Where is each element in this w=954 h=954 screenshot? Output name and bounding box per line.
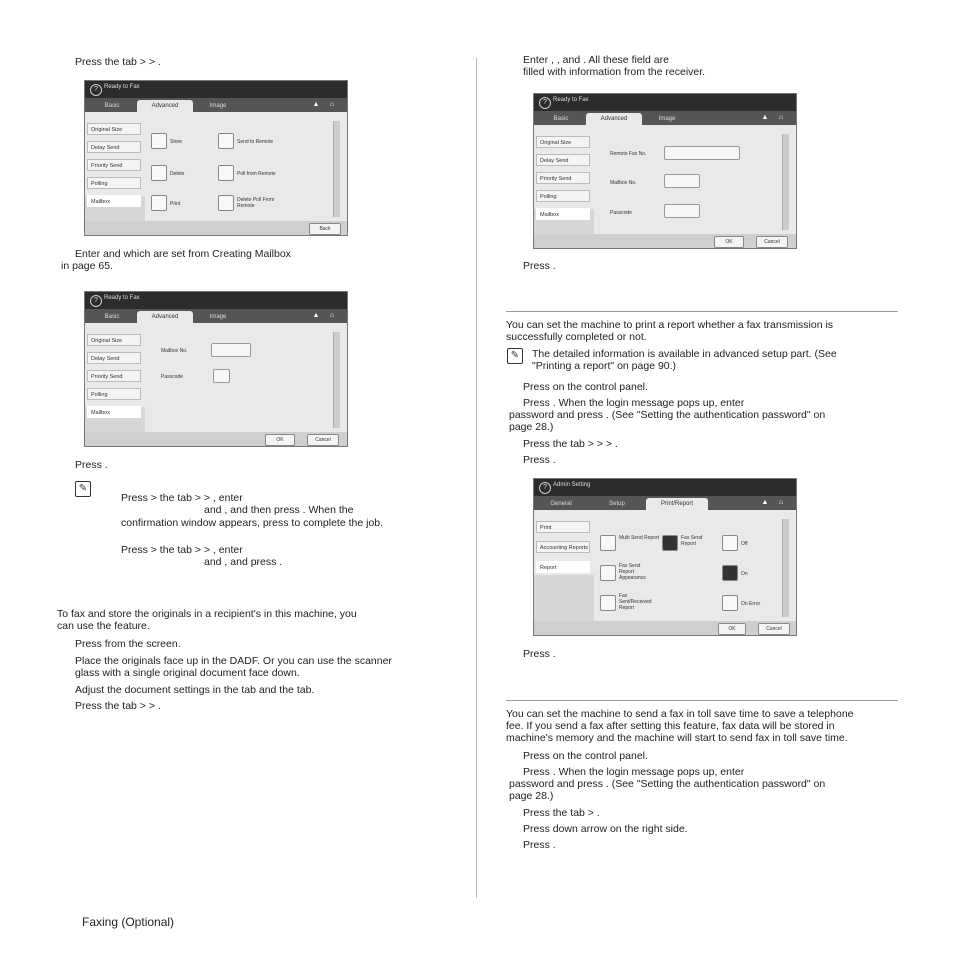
store-button[interactable] (151, 133, 167, 149)
bottom-bar (85, 221, 347, 235)
delete-poll-label: Delete Poll From Remote (237, 197, 275, 209)
remote-fax-no-field[interactable] (664, 146, 740, 160)
screen-title: Ready to Fax (104, 84, 140, 90)
mailbox-screenshot (84, 80, 348, 236)
ok-button[interactable]: OK (714, 236, 744, 248)
screen-header (85, 292, 347, 309)
screen-title: Ready to Fax (553, 97, 589, 103)
step-text: password and press . (See "Setting the authentication password" on (509, 409, 826, 421)
tab-basic[interactable]: Basic (104, 103, 120, 109)
step-text: Press on the control panel. (523, 750, 648, 762)
paragraph: fee. If you send a fax after setting this feature, fax data will be stored in (506, 720, 835, 732)
delete-label: Delete (170, 171, 185, 177)
tab-basic[interactable]: Basic (104, 314, 120, 320)
step-text: Press the tab > > . (75, 56, 161, 68)
cancel-button[interactable]: Cancel (758, 623, 790, 635)
paragraph: can use the feature. (57, 620, 150, 632)
tab-image[interactable]: Image (658, 116, 676, 122)
sidebar-item-print[interactable]: Print (536, 521, 590, 533)
note-text: and , and press . (204, 556, 283, 568)
remote-fax-no-label: Remote Fax No. (610, 151, 647, 157)
passcode-label: Passcode (610, 210, 632, 216)
sidebar-item-priority-send[interactable]: Priority Send (87, 370, 141, 382)
tab-bar (85, 98, 347, 112)
note-text: and , and then press . When the (204, 504, 354, 516)
note-text: Press > the tab > > , enter (121, 492, 243, 504)
step-text: Press . (523, 260, 556, 272)
fax-send-report-appearance-button[interactable] (600, 565, 616, 581)
step-text: Press the tab > > . (75, 700, 161, 712)
multi-send-report-label: Multi Send Report (619, 535, 660, 541)
tab-advanced[interactable]: Advanced (137, 311, 193, 323)
sidebar-item-polling[interactable]: Polling (87, 177, 141, 189)
cancel-button[interactable]: Cancel (307, 434, 339, 446)
section-rule (506, 700, 898, 701)
step-text: Adjust the document settings in the tab and the tab. (75, 684, 315, 696)
job-status-icon[interactable]: ▲ (761, 499, 769, 506)
tab-advanced[interactable]: Advanced (586, 113, 642, 125)
screen-header (85, 81, 347, 98)
home-icon[interactable]: ⌂ (778, 114, 784, 121)
tab-bar (534, 496, 796, 510)
tab-setup[interactable]: Setup (609, 501, 625, 507)
tab-bar (85, 309, 347, 323)
help-icon: ? (90, 295, 102, 307)
sidebar-item-delay-send[interactable]: Delay Send (536, 154, 590, 166)
fax-sent-received-report-label: Fax Sent/Received Report (619, 593, 652, 611)
tab-general[interactable]: General (550, 501, 572, 507)
sidebar-item-polling[interactable]: Polling (87, 388, 141, 400)
sidebar-item-accounting-reports[interactable]: Accounting Reports (536, 541, 590, 553)
step-text: Press . When the login message pops up, enter (523, 766, 745, 778)
job-status-icon[interactable]: ▲ (312, 101, 320, 108)
print-button[interactable] (151, 195, 167, 211)
tab-basic[interactable]: Basic (553, 116, 569, 122)
note-icon: ✎ (75, 481, 91, 497)
step-text: Enter , , and . All these field are (523, 54, 669, 66)
mailbox-no-field[interactable] (664, 174, 700, 188)
step-text: in page 65. (61, 260, 113, 272)
passcode-field[interactable] (664, 204, 700, 218)
sidebar-item-original-size[interactable]: Original Size (536, 136, 590, 148)
help-icon: ? (539, 482, 551, 494)
print-label: Print (170, 201, 181, 207)
sidebar-item-mailbox[interactable]: Mailbox (87, 406, 141, 418)
fax-send-report-button[interactable] (662, 535, 678, 551)
on-error-option[interactable] (722, 595, 738, 611)
step-text: Place the originals face up in the DADF. Or you can use the scanner (75, 655, 392, 667)
sidebar-item-polling[interactable]: Polling (536, 190, 590, 202)
store-label: Store (170, 139, 182, 145)
passcode-field[interactable] (213, 369, 230, 383)
screen-title: Ready to Fax (104, 295, 140, 301)
paragraph: successfully completed or not. (506, 331, 647, 343)
step-text: page 28.) (509, 790, 554, 802)
paragraph: You can set the machine to send a fax in toll save time to save a telephone (506, 708, 854, 720)
report-settings-screenshot (533, 478, 797, 636)
sidebar-item-delay-send[interactable]: Delay Send (87, 352, 141, 364)
mailbox-no-field[interactable] (211, 343, 251, 357)
step-text: Press from the screen. (75, 638, 181, 650)
sidebar-item-priority-send[interactable]: Priority Send (87, 159, 141, 171)
on-label: On (741, 571, 748, 577)
tab-image[interactable]: Image (209, 103, 227, 109)
paragraph: You can set the machine to print a report whether a fax transmission is (506, 319, 834, 331)
sidebar-bg (534, 575, 594, 621)
step-text: Press . (523, 839, 556, 851)
help-icon: ? (539, 97, 551, 109)
note-text: "Printing a report" on page 90.) (532, 360, 677, 372)
off-label: Off (741, 541, 748, 547)
note-text: confirmation window appears, press to complete the job. (121, 517, 384, 529)
sidebar-item-priority-send[interactable]: Priority Send (536, 172, 590, 184)
step-text: glass with a single original document face down. (75, 667, 300, 679)
step-text: Press the tab > > > . (523, 438, 618, 450)
on-option[interactable] (722, 565, 738, 581)
screen-header (534, 94, 796, 111)
job-status-icon[interactable]: ▲ (761, 114, 769, 121)
home-icon[interactable]: ⌂ (778, 499, 784, 506)
bottom-bar (534, 621, 796, 635)
note-text: The detailed information is available in advanced setup part. (See (532, 348, 837, 360)
step-text: Press . (75, 459, 108, 471)
multi-send-report-button[interactable] (600, 535, 616, 551)
step-text: Press . When the login message pops up, enter (523, 397, 745, 409)
delete-button[interactable] (151, 165, 167, 181)
scrollbar[interactable] (333, 332, 340, 428)
tab-image[interactable]: Image (209, 314, 227, 320)
mailbox-no-label: Mailbox No. (610, 180, 637, 186)
on-error-label: On Error (741, 601, 761, 607)
sidebar-item-original-size[interactable]: Original Size (87, 123, 141, 135)
step-text: page 28.) (509, 421, 554, 433)
tab-advanced[interactable]: Advanced (137, 100, 193, 112)
passcode-label: Passcode (161, 374, 183, 380)
sidebar-item-report[interactable]: Report (536, 561, 590, 573)
step-text: Press on the control panel. (523, 381, 648, 393)
send-to-remote-button[interactable] (218, 133, 234, 149)
column-divider (476, 58, 477, 898)
help-icon: ? (90, 84, 102, 96)
paragraph: To fax and store the originals in a recipient's in this machine, you (57, 608, 357, 620)
step-text: password and press . (See "Setting the authentication password" on (509, 778, 826, 790)
sidebar-item-original-size[interactable]: Original Size (87, 334, 141, 346)
screen-title: Admin Setting (553, 482, 591, 488)
back-button[interactable]: Back (309, 223, 341, 235)
sidebar-item-delay-send[interactable]: Delay Send (87, 141, 141, 153)
fax-send-report-label: Fax Send Report (681, 535, 703, 547)
note-text: Press > the tab > > , enter (121, 544, 243, 556)
step-text: Press down arrow on the right side. (523, 823, 688, 835)
paragraph: machine's memory and the machine will start to send fax in toll save time. (506, 732, 848, 744)
off-option[interactable] (722, 535, 738, 551)
section-rule (506, 311, 898, 312)
step-text: filled with information from the receiver. (523, 66, 706, 78)
mailbox-no-label: Mailbox No. (161, 348, 188, 354)
ok-button[interactable]: OK (718, 623, 746, 635)
sidebar-item-mailbox[interactable]: Mailbox (536, 208, 590, 220)
remote-fax-screenshot (533, 93, 797, 249)
sidebar-item-mailbox[interactable]: Mailbox (87, 195, 141, 207)
send-to-remote-label: Send to Remote (237, 139, 274, 145)
home-icon[interactable]: ⌂ (329, 312, 335, 319)
step-text: Press the tab > . (523, 807, 600, 819)
fax-sent-received-report-button[interactable] (600, 595, 616, 611)
ok-button[interactable]: OK (265, 434, 295, 446)
step-text: Press . (523, 648, 556, 660)
poll-from-remote-label: Poll from Remote (237, 171, 276, 177)
fax-send-report-appearance-label: Fax Send Report Appearance (619, 563, 646, 581)
delete-poll-button[interactable] (218, 195, 234, 211)
job-status-icon[interactable]: ▲ (312, 312, 320, 319)
scrollbar[interactable] (782, 519, 789, 617)
step-text: Press . (523, 454, 556, 466)
cancel-button[interactable]: Cancel (756, 236, 788, 248)
poll-from-remote-button[interactable] (218, 165, 234, 181)
tab-bar (534, 111, 796, 125)
mailbox-passcode-screenshot (84, 291, 348, 447)
tab-print-report[interactable]: Print/Report (646, 498, 708, 510)
home-icon[interactable]: ⌂ (329, 101, 335, 108)
scrollbar[interactable] (333, 121, 340, 217)
scrollbar[interactable] (782, 134, 789, 230)
note-icon: ✎ (507, 348, 523, 364)
step-text: Enter and which are set from Creating Mailbox (75, 248, 291, 260)
screen-header (534, 479, 796, 496)
page-footer: Faxing (Optional) (82, 915, 175, 929)
